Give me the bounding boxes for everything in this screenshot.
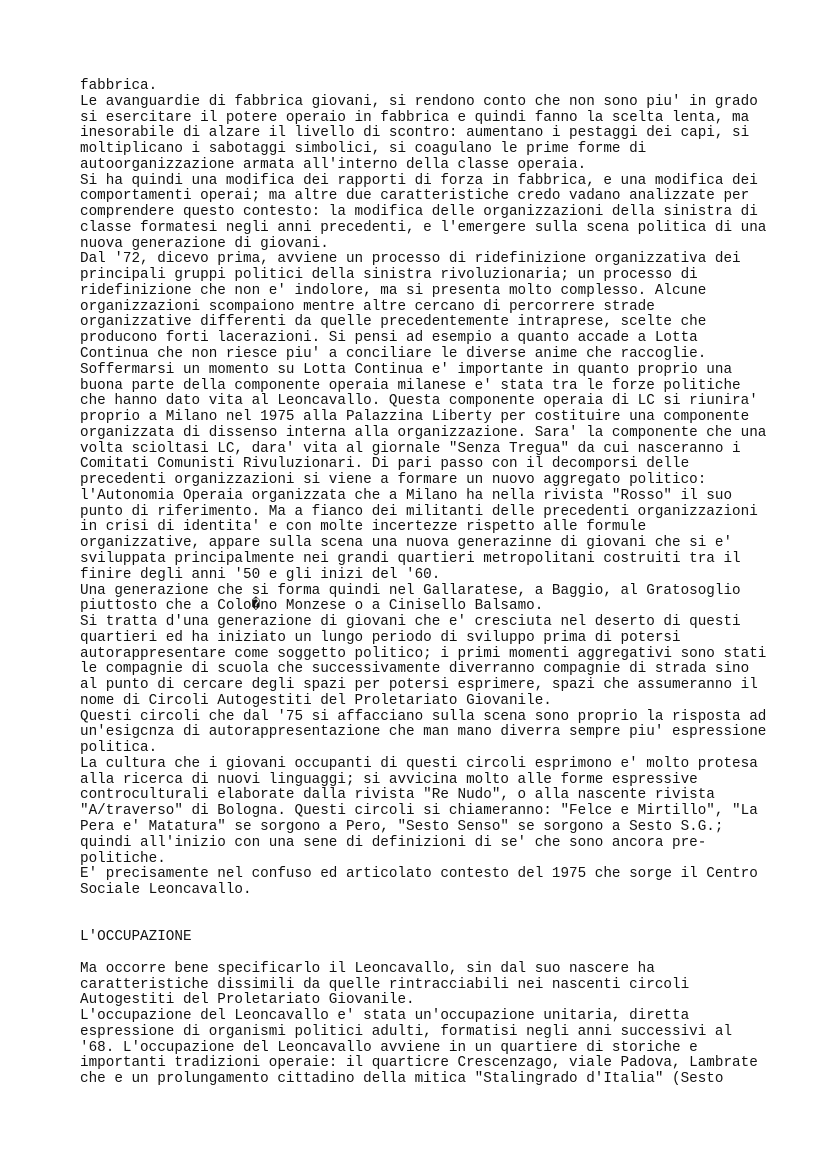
- text-line: espressione di organismi politici adulti, formatisi negli anni successivi al: [80, 1023, 733, 1040]
- text-line: organizzative differenti da quelle precedentemente intraprese, scelte che: [80, 314, 707, 331]
- text-line: caratteristiche dissimili da quelle rintracciabili nei nascenti circoli: [80, 976, 690, 993]
- text-line: finire degli anni '50 e gli inizi del '60.: [80, 566, 441, 583]
- text-line: [80, 915, 766, 931]
- text-line: proprio a Milano nel 1975 alla Palazzina Liberty per costituire una componente: [80, 409, 750, 426]
- text-line: Questi circoli che dal '75 si affacciano sulla scena sono proprio la risposta ad: [80, 708, 767, 725]
- text-line: un'esigcnza di autorappresentazione che man mano diverra sempre piu' espressione: [80, 724, 767, 741]
- text-line: Dal '72, dicevo prima, avviene un processo di ridefinizione organizzativa dei: [80, 251, 741, 268]
- text-line: Comitati Comunisti Rivuluzionari. Di pari passo con il decomporsi delle: [80, 456, 690, 473]
- text-line: Una generazione che si forma quindi nel Gallaratese, a Baggio, al Gratosoglio: [80, 582, 741, 599]
- text-line: principali gruppi politici della sinistra rivoluzionaria; un processo di: [80, 267, 698, 284]
- text-line: autoorganizzazione armata all'interno della classe operaia.: [80, 156, 587, 173]
- section-heading: L'OCCUPAZIONE: [80, 929, 192, 946]
- text-line: l'Autonomia Operaia organizzata che a Milano ha nella rivista "Rosso" il suo: [80, 487, 733, 504]
- document-body: [80, 79, 766, 1088]
- text-line: producono forti lacerazioni. Si pensi ad esempio a quanto accade a Lotta: [80, 330, 698, 347]
- text-line: '68. L'occupazione del Leoncavallo avviene in un quartiere di storiche e: [80, 1039, 698, 1056]
- text-line: fabbrica.: [80, 78, 158, 94]
- text-line: Soffermarsi un momento su Lotta Continua e' importante in quanto proprio una: [80, 361, 733, 378]
- text-line: E' precisamente nel confuso ed articolato contesto del 1975 che sorge il Centro: [80, 866, 758, 883]
- text-line: Pera e' Matatura" se sorgono a Pero, "Sesto Senso" se sorgono a Sesto S.G.;: [80, 818, 724, 835]
- text-line: [80, 899, 766, 915]
- text-line: volta scioltasi LC, dara' vita al giornale "Senza Tregua" da cui nasceranno i: [80, 440, 741, 457]
- text-line: si esercitare il potere operaio in fabbrica e quindi fanno la scelta lenta, ma: [80, 109, 750, 126]
- text-line: "A/traverso" di Bologna. Questi circoli si chiameranno: "Felce e Mirtillo", "La: [80, 803, 758, 820]
- text-line: Ma occorre bene specificarlo il Leoncavallo, sin dal suo nascere ha: [80, 960, 655, 977]
- text-line: L'occupazione del Leoncavallo e' stata un'occupazione unitaria, diretta: [80, 1008, 690, 1025]
- text-line: La cultura che i giovani occupanti di questi circoli esprimono e' molto protesa: [80, 755, 758, 772]
- text-line: comprendere questo contesto: la modifica delle organizzazioni della sinistra di: [80, 204, 758, 221]
- text-line: Le avanguardie di fabbrica giovani, si rendono conto che non sono piu' in grado: [80, 93, 758, 110]
- text-line: quartieri ed ha iniziato un lungo periodo di sviluppo prima di potersi: [80, 629, 681, 646]
- text-line: inesorabile di alzare il livello di scontro: aumentano i pestaggi dei capi, si: [80, 125, 750, 142]
- text-line: comportamenti operai; ma altre due caratteristiche credo vadano analizzate per: [80, 188, 750, 205]
- text-line: in crisi di identita' e con molte incertezze rispetto alle formule: [80, 519, 647, 536]
- text-line: quindi all'inizio con una sene di definizioni di se' che sono ancora pre-: [80, 834, 707, 851]
- text-line: controculturali elaborate dalla rivista "Re Nudo", o alla nascente rivista: [80, 787, 715, 804]
- text-line: Autogestiti del Proletariato Giovanile.: [80, 992, 415, 1009]
- text-line: [80, 946, 766, 962]
- text-line: classe formatesi negli anni precedenti, e l'emergere sulla scena politica di una: [80, 219, 767, 236]
- text-line: organizzative, appare sulla scena una nuova generazinne di giovani che si e': [80, 535, 733, 552]
- text-line: ridefinizione che non e' indolore, ma si presenta molto complesso. Alcune: [80, 282, 707, 299]
- text-line: precedenti organizzazioni si viene a formare un nuovo aggregato politico:: [80, 472, 707, 489]
- text-line: alla ricerca di nuovi linguaggi; si avvicina molto alle forme espressive: [80, 771, 698, 788]
- text-line: le compagnie di scuola che successivamente diverranno compagnie di strada sino: [80, 661, 750, 678]
- text-line: organizzata di dissenso interna alla organizzazione. Sara' la componente che una: [80, 424, 767, 441]
- text-line: al punto di cercare degli spazi per potersi esprimere, spazi che assumeranno il: [80, 677, 758, 694]
- text-line: che hanno dato vita al Leoncavallo. Questa componente operaia di LC si riunira': [80, 393, 758, 410]
- text-line: Sociale Leoncavallo.: [80, 882, 252, 899]
- text-line: moltiplicano i sabotaggi simbolici, si coagulano le prime forme di: [80, 141, 647, 158]
- text-line: politica.: [80, 740, 158, 757]
- text-line: importanti tradizioni operaie: il quarticre Crescenzago, viale Padova, Lambrate: [80, 1055, 758, 1072]
- text-line: punto di riferimento. Ma a fianco dei militanti delle precedenti organizzazioni: [80, 503, 758, 520]
- text-line: nome di Circoli Autogestiti del Proletariato Giovanile.: [80, 692, 552, 709]
- text-line: Continua che non riesce piu' a conciliare le diverse anime che raccoglie.: [80, 346, 707, 363]
- text-line: Si tratta d'una generazione di giovani che e' cresciuta nel deserto di questi: [80, 614, 741, 631]
- text-line: autorappresentare come soggetto politico; i primi momenti aggregativi sono stati: [80, 645, 767, 662]
- text-line: piuttosto che a Colo�no Monzese o a Cinisello Balsamo.: [80, 598, 544, 615]
- text-line: nuova generazione di giovani.: [80, 235, 329, 252]
- text-line: politiche.: [80, 850, 166, 867]
- text-line: Si ha quindi una modifica dei rapporti di forza in fabbrica, e una modifica dei: [80, 172, 758, 189]
- text-line: che e un prolungamento cittadino della mitica "Stalingrado d'Italia" (Sesto: [80, 1071, 724, 1088]
- text-line: buona parte della componente operaia milanese e' stata tra le forze politiche: [80, 377, 741, 394]
- text-line: organizzazioni scompaiono mentre altre cercano di percorrere strade: [80, 298, 655, 315]
- text-line: sviluppata principalmente nei grandi quartieri metropolitani costruiti tra il: [80, 550, 741, 567]
